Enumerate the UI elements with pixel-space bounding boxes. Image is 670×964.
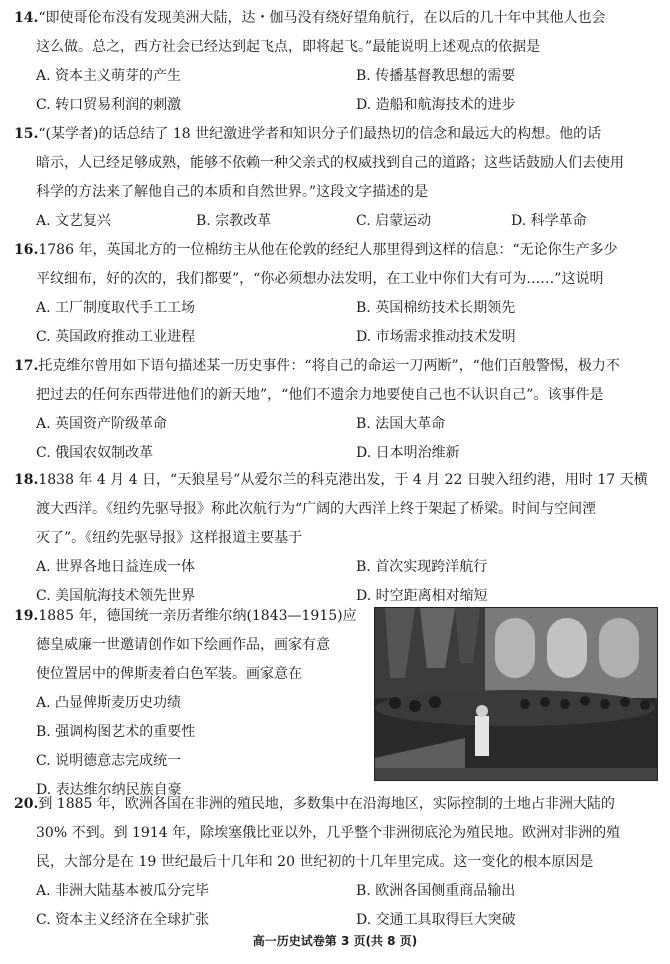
option-d: D. 市场需求推动技术发明 [356,329,516,345]
question-number: 15. [14,126,39,142]
question-stem-line: 渡大西洋。《纽约先驱导报》称此次航行为“广阔的大西洋上终于架起了桥梁。时间与空间湮 [36,501,597,517]
question-20 [14,790,658,935]
question-number: 14. [14,10,39,26]
option-c: C. 资本主义经济在全球扩张 [36,912,210,928]
page-footer: 高一历史试卷第 3 页(共 8 页) [252,934,418,948]
question-stem-line: 1838 年 4 月 4 日，“天狼星号”从爱尔兰的科克港出发，于 4 月 22 日驶入纽约港，用时 17 天横 [38,472,648,488]
option-c: C. 说明德意志完成统一 [36,753,182,769]
question-number: 16. [14,242,39,258]
question-18 [14,466,658,611]
option-b: B. 强调构图艺术的重要性 [36,724,196,740]
option-c: C. 美国航海技术领先世界 [36,588,196,604]
option-d: D. 交通工具取得巨大突破 [356,912,516,928]
option-b: B. 传播基督教思想的需要 [356,68,516,84]
question-stem-line: 1885 年，德国统一亲历者维尔纳(1843—1915)应 [38,608,357,624]
option-d: D. 科学革命 [511,213,587,229]
question-stem-line: 把过去的任何东西带进他们的新天地”，“他们不遗余力地要使自己也不认识自己”。该事件是 [36,387,604,403]
option-a: A. 文艺复兴 [36,213,112,229]
option-a: A. 非洲大陆基本被瓜分完毕 [36,883,210,899]
option-b: B. 法国大革命 [356,416,446,432]
option-d: D. 日本明治维新 [356,445,460,461]
question-stem-line: 到 1885 年，欧洲各国在非洲的殖民地，多数集中在沿海地区，实际控制的土地占非洲大陆的 [38,796,615,812]
question-stem-line: “(某学者)的话总结了 18 世纪激进学者和知识分子们最热切的信念和最远大的构想。他的话 [38,126,602,142]
option-c: C. 启蒙运动 [356,213,432,229]
option-d: D. 表达维尔纳民族自豪 [36,782,182,798]
question-number: 17. [14,358,39,374]
option-a: A. 凸显俾斯麦历史功绩 [36,695,182,711]
option-b: B. 欧洲各国侧重商品输出 [356,883,516,899]
question-stem-line: 暗示，人已经足够成熟，能够不依赖一种父亲式的权威找到自己的道路；这些话鼓励人们去使用 [36,155,624,171]
question-stem-line: 1786 年，英国北方的一位棉纺主从他在伦敦的经纪人那里得到这样的信息：“无论你生产多少 [38,242,618,258]
option-a: A. 世界各地日益连成一体 [36,559,196,575]
option-b: B. 宗教改革 [196,213,272,229]
question-stem-line: 民，大部分是在 19 世纪最后十几年和 20 世纪初的十几年里完成。这一变化的根本原因是 [36,854,594,870]
question-17 [14,352,658,468]
question-stem-line: 平纹细布，好的次的，我们都要”，“你必须想办法发明，在工业中你们大有可为……”这说明 [36,271,604,287]
option-d: D. 时空距离相对缩短 [356,588,488,604]
question-stem-line: 30% 不到。到 1914 年，除埃塞俄比亚以外，几乎整个非洲彻底沦为殖民地。欧洲对非洲的殖 [36,825,621,841]
question-stem-line: “即使哥伦布没有发现美洲大陆，达・伽马没有绕好望角航行，在以后的几十年中其他人也会 [38,10,606,26]
option-a: A. 资本主义萌芽的产生 [36,68,182,84]
option-a: A. 工厂制度取代手工工场 [36,300,196,316]
question-stem-line: 德皇威廉一世邀请创作如下绘画作品，画家有意 [36,637,330,653]
question-number: 18. [14,472,39,488]
option-c: C. 俄国农奴制改革 [36,445,154,461]
question-15 [14,120,658,236]
painting-image [374,607,658,781]
option-c: C. 英国政府推动工业进程 [36,329,196,345]
question-16 [14,236,658,352]
option-c: C. 转口贸易利润的刺激 [36,97,182,113]
question-stem-line: 科学的方法来了解他自己的本质和自然世界。”这段文字描述的是 [36,184,429,200]
option-b: B. 英国棉纺技术长期领先 [356,300,516,316]
question-number: 20. [14,796,39,812]
question-14 [14,4,658,120]
question-stem-line: 这么做。总之，西方社会已经达到起飞点，即将起飞。”最能说明上述观点的依据是 [36,39,541,55]
option-d: D. 造船和航海技术的进步 [356,97,516,113]
question-stem-line: 托克维尔曾用如下语句描述某一历史事件：“将自己的命运一刀两断”，“他们百般警惕，极力不 [38,358,620,374]
question-19 [14,602,364,805]
option-b: B. 首次实现跨洋航行 [356,559,488,575]
question-stem-line: 使位置居中的俾斯麦着白色军装。画家意在 [36,666,302,682]
painting-illustration [375,608,657,780]
question-number: 19. [14,608,39,624]
option-a: A. 英国资产阶级革命 [36,416,168,432]
question-stem-line: 灭了”。《纽约先驱导报》这样报道主要基于 [36,530,303,546]
